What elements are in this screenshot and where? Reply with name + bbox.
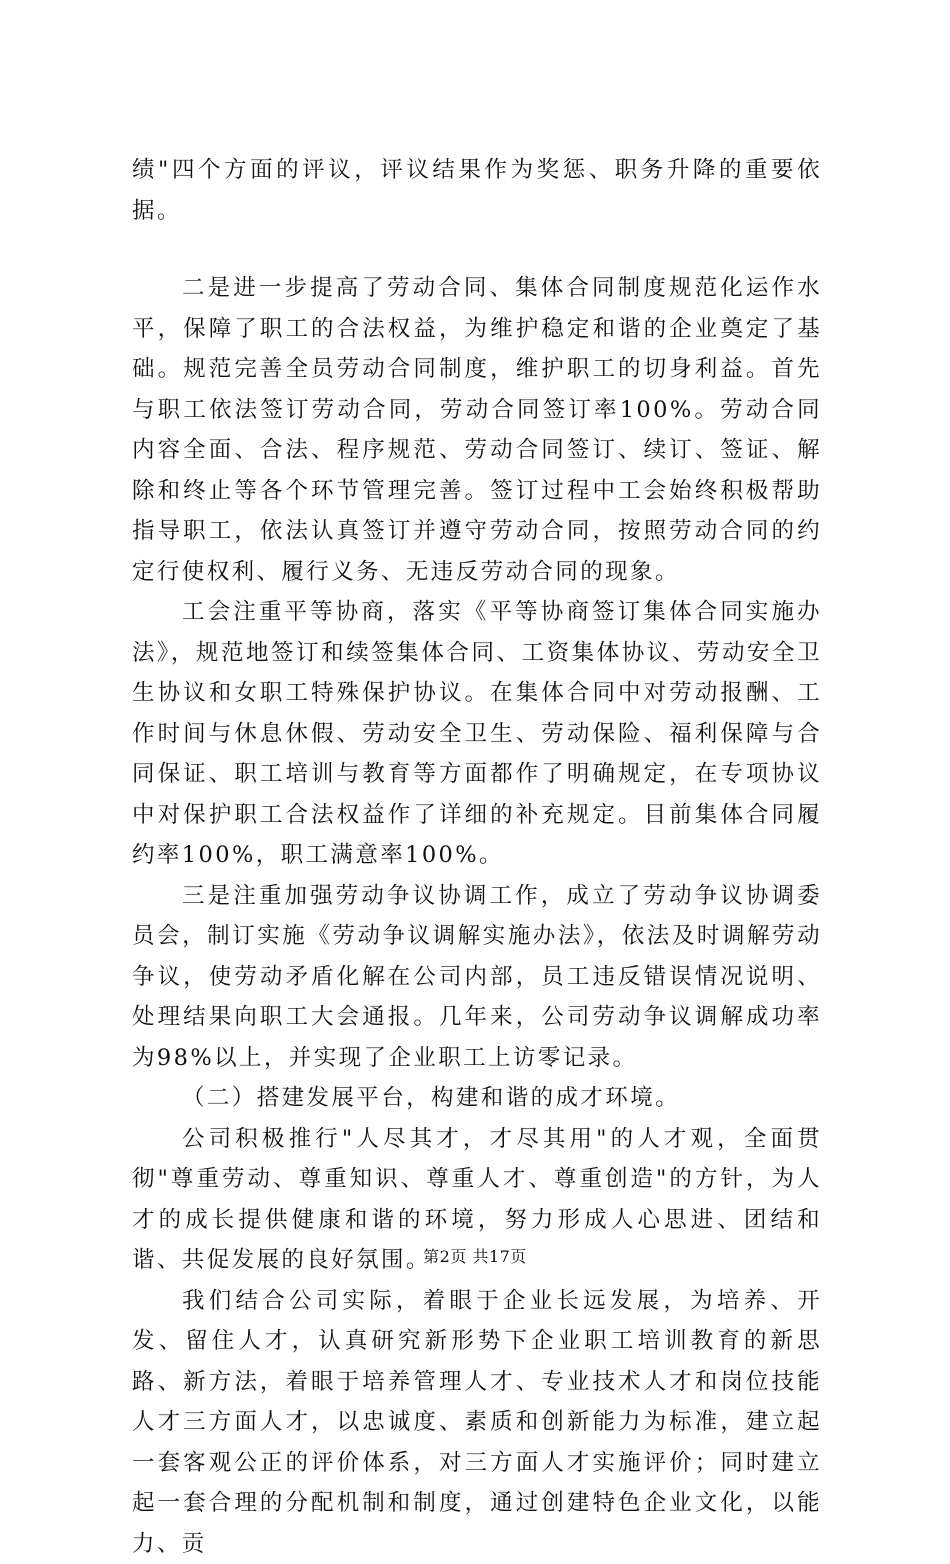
paragraph-continuation: 绩"四个方面的评议，评议结果作为奖惩、职务升降的重要依据。 [132, 150, 822, 231]
page-number-footer: 第2页 共17页 [0, 1244, 950, 1267]
paragraph-talent-concept: 公司积极推行"人尽其才，才尽其用"的人才观，全面贯彻"尊重劳动、尊重知识、尊重人才、尊重创造"的方针，为人才的成长提供健康和谐的环境，努力形成人心思进、团结和谐、共促发展的良好氛围。 [132, 1119, 822, 1281]
paragraph-collective-contract: 工会注重平等协商，落实《平等协商签订集体合同实施办法》，规范地签订和续签集体合同、工资集体协议、劳动安全卫生协议和女职工特殊保护协议。在集体合同中对劳动报酬、工作时间与休息休假、劳动安全卫生、劳动保险、福利保障与合同保证、职工培训与教育等方面都作了明确规定，在专项协议中对保护职工合法权益作了详细的补充规定。目前集体合同履约率100%，职工满意率100%。 [132, 592, 822, 876]
paragraph-labor-dispute: 三是注重加强劳动争议协调工作，成立了劳动争议协调委员会，制订实施《劳动争议调解实施办法》，依法及时调解劳动争议，使劳动矛盾化解在公司内部，员工违反错误情况说明、处理结果向职工大会通报。几年来，公司劳动争议调解成功率为98%以上，并实现了企业职工上访零记录。 [132, 876, 822, 1079]
section-heading: （二）搭建发展平台，构建和谐的成才环境。 [132, 1078, 822, 1119]
paragraph-labor-contract: 二是进一步提高了劳动合同、集体合同制度规范化运作水平，保障了职工的合法权益，为维护稳定和谐的企业奠定了基础。规范完善全员劳动合同制度，维护职工的切身利益。首先与职工依法签订劳动合同，劳动合同签订率100%。劳动合同内容全面、合法、程序规范、劳动合同签订、续订、签证、解除和终止等各个环节管理完善。签订过程中工会始终积极帮助指导职工，依法认真签订并遵守劳动合同，按照劳动合同的约定行使权利、履行义务、无违反劳动合同的现象。 [132, 268, 822, 592]
paragraph-talent-development: 我们结合公司实际，着眼于企业长远发展，为培养、开发、留住人才，认真研究新形势下企业职工培训教育的新思路、新方法，着眼于培养管理人才、专业技术人才和岗位技能人才三方面人才，以忠诚度、素质和创新能力为标准，建立起一套客观公正的评价体系，对三方面人才实施评价；同时建立起一套合理的分配机制和制度，通过创建特色企业文化，以能力、贡 [132, 1281, 822, 1564]
document-body [132, 150, 822, 1564]
